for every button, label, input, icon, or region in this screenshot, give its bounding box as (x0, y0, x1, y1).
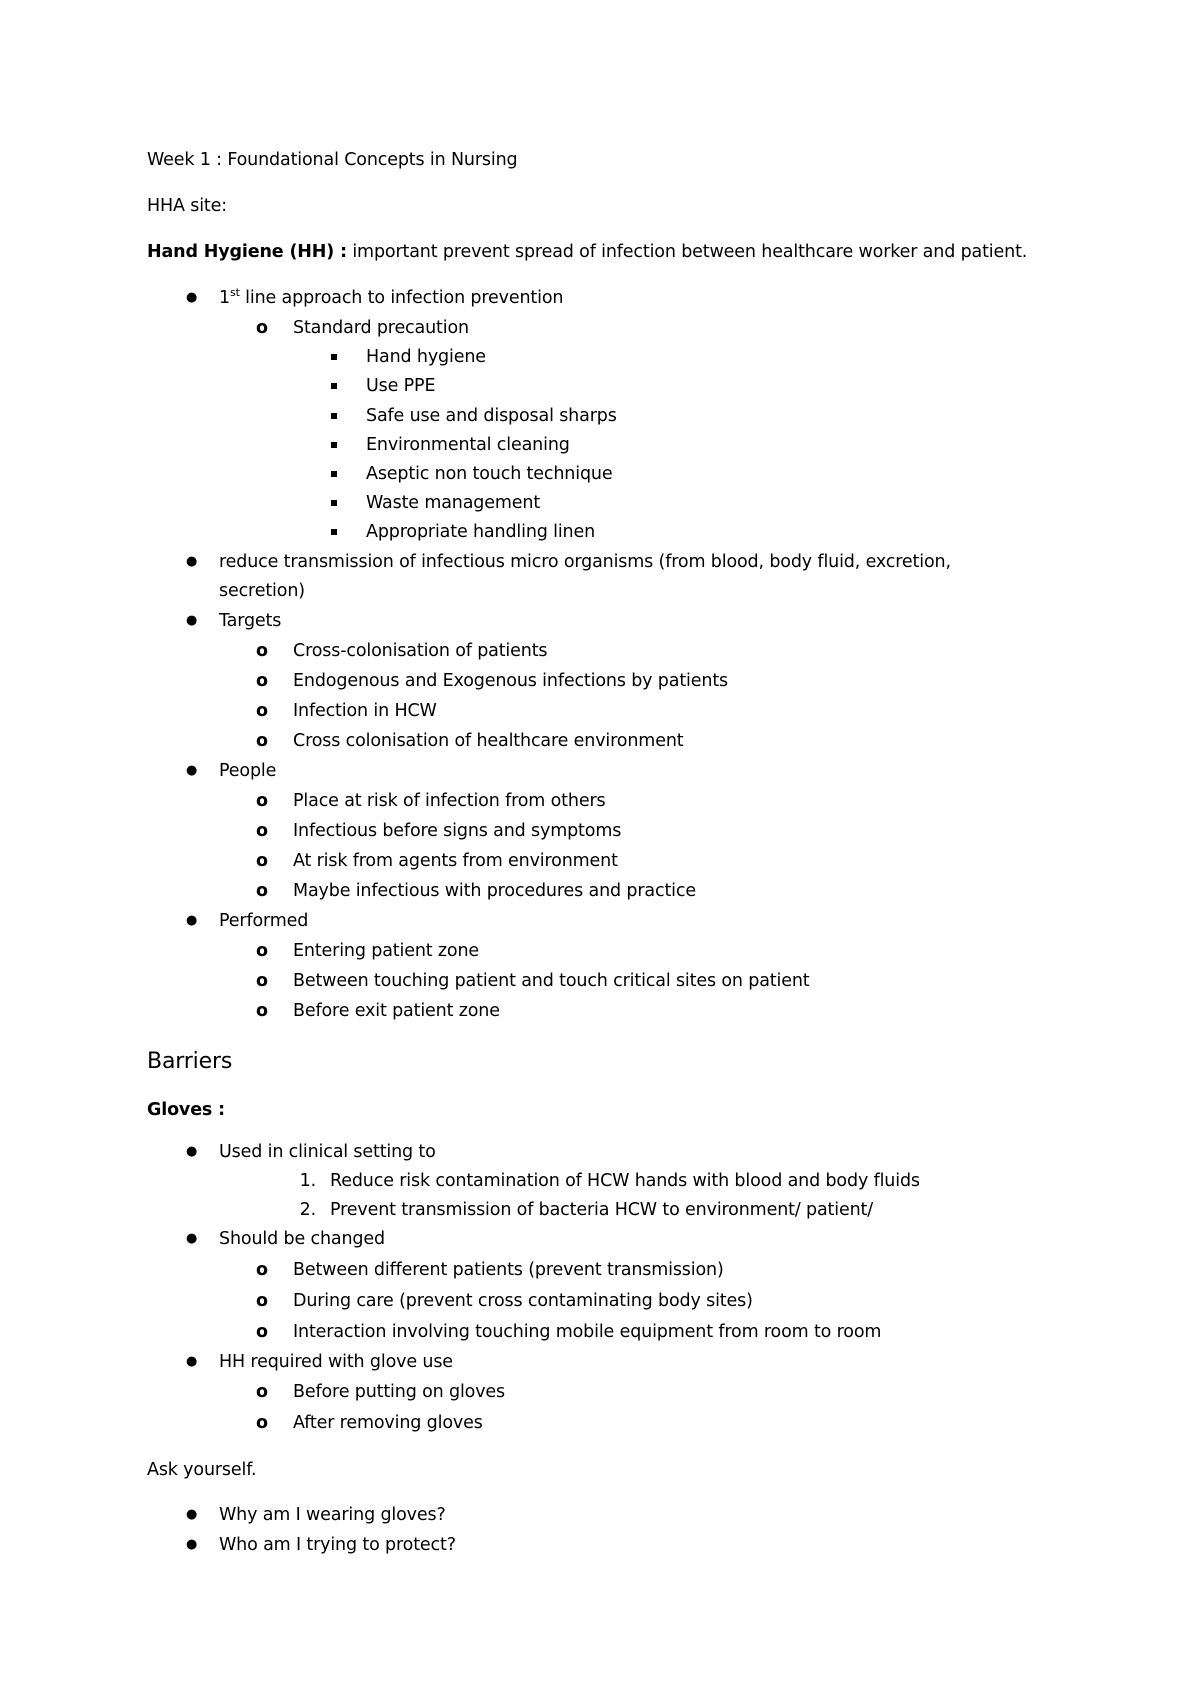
circle-bullet-icon: o (256, 671, 269, 691)
site-label: HHA site: (147, 196, 228, 216)
list-item-targets: Targets (219, 611, 282, 631)
square-bullet-icon (331, 383, 337, 389)
bullet-icon: ● (186, 1231, 198, 1246)
square-bullet-icon (331, 471, 337, 477)
list-item: Maybe infectious with procedures and practice (293, 881, 696, 901)
list-item: Interaction involving touching mobile equipment from room to room (293, 1322, 882, 1342)
square-bullet-icon (331, 500, 337, 506)
gloves-label: Gloves : (147, 1100, 225, 1120)
list-item: Who am I trying to protect? (219, 1535, 456, 1555)
section-heading-barriers: Barriers (147, 1049, 233, 1074)
square-bullet-icon (331, 413, 337, 419)
bullet-icon: ● (186, 290, 198, 305)
list-item: Hand hygiene (366, 347, 486, 367)
document-title: Week 1 : Foundational Concepts in Nursing (147, 150, 518, 170)
circle-bullet-icon: o (256, 851, 269, 871)
list-item: Endogenous and Exogenous infections by patients (293, 671, 728, 691)
list-item: Cross-colonisation of patients (293, 641, 548, 661)
list-item: After removing gloves (293, 1413, 483, 1433)
list-item-hh-required: HH required with glove use (219, 1352, 453, 1372)
list-item: Infectious before signs and symptoms (293, 821, 622, 841)
list-item: During care (prevent cross contaminating body sites) (293, 1291, 753, 1311)
list-item: Entering patient zone (293, 941, 480, 961)
circle-bullet-icon: o (256, 1413, 269, 1433)
list-item: Between different patients (prevent transmission) (293, 1260, 724, 1280)
bullet-icon: ● (186, 913, 198, 928)
list-item-used: Used in clinical setting to (219, 1142, 436, 1162)
list-item-first-line: 1st line approach to infection prevention (219, 286, 564, 308)
hand-hygiene-text: important prevent spread of infection between healthcare worker and patient. (346, 242, 1028, 262)
list-item-should-be-changed: Should be changed (219, 1229, 385, 1249)
list-item: Before exit patient zone (293, 1001, 500, 1021)
list-item: Place at risk of infection from others (293, 791, 606, 811)
list-item: Aseptic non touch technique (366, 464, 613, 484)
list-item: At risk from agents from environment (293, 851, 618, 871)
circle-bullet-icon: o (256, 701, 269, 721)
circle-bullet-icon: o (256, 791, 269, 811)
hand-hygiene-label: Hand Hygiene (HH) : (147, 242, 347, 262)
list-item-people: People (219, 761, 277, 781)
bullet-icon: ● (186, 1507, 198, 1522)
list-item: Before putting on gloves (293, 1382, 506, 1402)
ask-yourself-label: Ask yourself. (147, 1460, 257, 1480)
bullet-icon: ● (186, 763, 198, 778)
circle-bullet-icon: o (256, 971, 269, 991)
list-item: Prevent transmission of bacteria HCW to environment/ patient/ (330, 1200, 873, 1220)
list-item-reduce-line1: reduce transmission of infectious micro organisms (from blood, body fluid, excretion, (219, 552, 951, 572)
circle-bullet-icon: o (256, 318, 269, 338)
hand-hygiene-definition (147, 241, 1027, 263)
list-item: Why am I wearing gloves? (219, 1505, 446, 1525)
list-item: Reduce risk contamination of HCW hands with blood and body fluids (330, 1171, 920, 1191)
list-item: Waste management (366, 493, 541, 513)
circle-bullet-icon: o (256, 1382, 269, 1402)
bullet-icon: ● (186, 613, 198, 628)
square-bullet-icon (331, 442, 337, 448)
list-item: Infection in HCW (293, 701, 437, 721)
bullet-icon: ● (186, 1144, 198, 1159)
circle-bullet-icon: o (256, 881, 269, 901)
circle-bullet-icon: o (256, 1001, 269, 1021)
circle-bullet-icon: o (256, 641, 269, 661)
list-item: Environmental cleaning (366, 435, 570, 455)
list-item: Use PPE (366, 376, 436, 396)
list-number: 2. (299, 1200, 316, 1220)
circle-bullet-icon: o (256, 1322, 269, 1342)
list-item: Safe use and disposal sharps (366, 406, 617, 426)
list-item-standard-precaution: Standard precaution (293, 318, 469, 338)
bullet-icon: ● (186, 554, 198, 569)
list-item-performed: Performed (219, 911, 309, 931)
bullet-icon: ● (186, 1537, 198, 1552)
circle-bullet-icon: o (256, 821, 269, 841)
list-item: Cross colonisation of healthcare environment (293, 731, 684, 751)
list-item: Appropriate handling linen (366, 522, 596, 542)
square-bullet-icon (331, 529, 337, 535)
square-bullet-icon (331, 354, 337, 360)
circle-bullet-icon: o (256, 941, 269, 961)
circle-bullet-icon: o (256, 1291, 269, 1311)
list-number: 1. (299, 1171, 316, 1191)
circle-bullet-icon: o (256, 731, 269, 751)
bullet-icon: ● (186, 1354, 198, 1369)
list-item: Between touching patient and touch critical sites on patient (293, 971, 810, 991)
circle-bullet-icon: o (256, 1260, 269, 1280)
list-item-reduce-line2: secretion) (219, 581, 305, 601)
